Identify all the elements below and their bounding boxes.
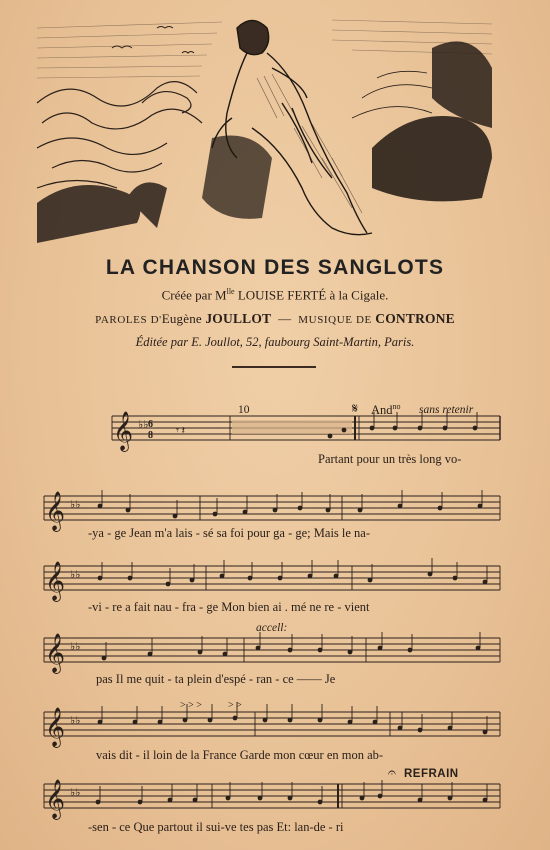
measure-number: 10 [238, 404, 250, 416]
svg-text:♭♭: ♭♭ [70, 641, 81, 653]
credits-line [0, 311, 550, 327]
created-honorific: lle [226, 287, 235, 296]
performer-name: LOUISE FERTÉ [237, 287, 327, 303]
svg-text:𝄞: 𝄞 [45, 779, 66, 819]
svg-text:𝄾 𝄽: 𝄾 𝄽 [176, 425, 186, 437]
tempo-sup: no [392, 402, 401, 411]
lyrics-line-6: -sen - ce Que partout il sui-ve tes pas Et: lan-de - ri [88, 820, 344, 834]
svg-text:𝄞: 𝄞 [45, 633, 66, 673]
composer-name: CONTRONE [375, 311, 455, 326]
created-prefix: Créée par M [161, 287, 227, 303]
svg-text:𝄞: 𝄞 [45, 707, 66, 747]
lyricist-surname: JOULLOT [205, 311, 272, 326]
svg-text:6: 6 [148, 419, 153, 430]
svg-text:𝄞: 𝄞 [113, 411, 134, 451]
svg-text:> >: > > [228, 700, 242, 711]
svg-text:8: 8 [148, 430, 153, 441]
svg-text:♭♭: ♭♭ [138, 419, 149, 431]
tempo-marking [371, 402, 401, 418]
svg-text:> > >: > > > [180, 700, 202, 711]
svg-text:♭♭: ♭♭ [70, 569, 81, 581]
illustration-woman-on-rocks [32, 8, 502, 246]
song-title: LA CHANSON DES SANGLOTS [105, 256, 445, 279]
refrain-label: REFRAIN [404, 768, 459, 780]
accelerando-marking: accell: [256, 622, 288, 634]
music-label: MUSIQUE DE [298, 314, 372, 326]
created-suffix: à la Cigale. [329, 287, 389, 303]
lyricist-firstname: Eugène [161, 311, 202, 326]
svg-text:♭♭: ♭♭ [70, 787, 81, 799]
fermata-sign: 𝄐 [388, 766, 396, 781]
svg-text:𝄞: 𝄞 [45, 491, 66, 531]
segno-sign: 𝄋 [352, 402, 359, 417]
lyrics-line-4: pas Il me quit - ta plein d'espé - ran - ce —— Je [96, 672, 336, 686]
lyrics-line-1: Partant pour un très long vo- [318, 452, 462, 466]
publisher-line: Éditée par E. Joullot, 52, faubourg Saint-Martin, Paris. [135, 335, 415, 349]
credits-separator: — [278, 311, 292, 326]
lyrics-line-5: vais dit - il loin de la France Garde mon cœur en mon ab- [96, 748, 384, 762]
lyrics-line-2: -ya - ge Jean m'a lais - sé sa foi pour ga - ge; Mais le na- [88, 526, 371, 540]
created-by-line [0, 287, 550, 303]
divider-rule [232, 366, 316, 368]
svg-text:♭♭: ♭♭ [70, 715, 81, 727]
svg-text:𝄞: 𝄞 [45, 561, 66, 601]
lyrics-line-3: -vi - re a fait nau - fra - ge Mon bien ai . mé ne re - vient [88, 600, 370, 614]
expression-marking: sans retenir [419, 404, 474, 416]
tempo-main: And [371, 403, 393, 418]
lyrics-label: PAROLES D' [95, 314, 162, 326]
svg-text:♭♭: ♭♭ [70, 499, 81, 511]
